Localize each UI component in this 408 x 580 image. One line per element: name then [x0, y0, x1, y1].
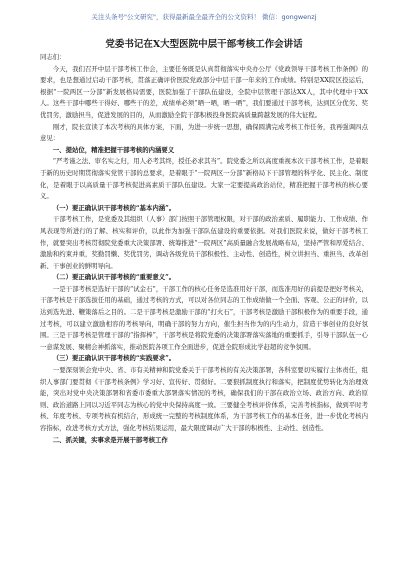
section-heading: 一、提站位，精准把握干部考核的内涵要义: [52, 145, 175, 154]
subsection-paragraph: 干部考核工作，是党委及其组织（人事）部门按照干部管理权限，对干部的政治素质、履职能力、工作成绩、作风表现等所进行的了解、核实和评价，以此作为加强干部队伍建设的重要依据。对我们医院来说，做好干部考核工作，就要突出考核贯彻院党委重大决策部署、统筹推进“一院两区”高质量融合发展战略布局，坚持严管和厚爱结合、激励和约束并重，奖勤罚懒、奖优罚劣，调动各级党员干部积极性、主动性、创造性，树立讲担当、重担当、改革创新、干事创业的鲜明导向。: [40, 215, 368, 270]
subsection-heading: （一）要正确认识干部考核的“基本内涵”。: [52, 203, 176, 212]
subsection-heading: （三）要正确认识干部考核的“实践要求”。: [52, 354, 176, 363]
document-title: 党委书记在X大型医院中层干部考核工作会讲话: [105, 39, 303, 50]
intro-paragraph: 刚才，院长宣读了本次考核的具体方案，下面，为进一步统一思想，确保圆满完成考核工作任务，我再强调四点意见：: [40, 122, 368, 143]
subsection-heading: （二）要正确认识干部考核的“重要意义”。: [52, 273, 176, 282]
subsection-paragraph: 一要深刻领会党中央、省、市有关精神和院党委关于干部考核的有关决策部署，各科室要切实履行主体责任，组织人事部门要贯彻《干部考核条例》学习好、宣传好、贯彻好。二要狠抓制度执行和落实，把制度优势转化为治理效能，突出对党中央决策部署和省委市委重大部署落实情况的考核，确保我们的干部在政治立场、政治方向、政治原则、政治道路上同以习近平同志为核心的党中央保持高度一致。三要健全考核评价体系，完善考核指标，做到平时考核、年度考核、专项考核有机结合，形成统一完整的考核制度体系，为干部考核工作的基本任务，进一步优化考核内容指标，改进考核方式方法，强化考核结果运用，最大限度调动广大干部的积极性、主动性、创造性。: [40, 366, 368, 432]
subsection-paragraph: 一是干部考核是选好干部的“试金石”，干部工作的核心任务是选准用好干部，而选准用好的前提是把好考核关，干部考核是干部选拔任用的基础，通过考核的方式，可以对各位同志的工作成绩做一个全面、客观、公正的评价，以达到选先进、鞭策落后之目的。二是干部考核是激励干部的“打火石”，干部考核是激励干部积极作为的重要手段，通过考核，可以建立激励相容的考核导向，明确干部的努力方向，催生担当作为的内生动力，营造干事创业的良好氛围。三是干部考核是管理干部的“指挥棒”，干部考核是将院党委的决策部署落实落地的重要抓手，引导干部队伍一心一意谋发展、聚精会神抓落实，推动医院各项工作全面进步，促进全院形成比学赶超的竞争氛围。: [40, 284, 368, 351]
greeting: 同志们：: [40, 53, 66, 61]
intro-paragraph: 今天，我们召开中层干部考核工作会，主要任务既是认真贯彻落实中央办公厅《党政领导干部考核工作条例》的要求，也是想通过启动干部考核，贯落正确评价医院党政部分中层干部一年来的工作成绩。特别是XX院区投运后，根据“一院两区一分部”新发展格局需要，医院加强了干部队伍建设，全院中层管理干部达XX人，其中代理中干XX人。这些干部中哪些干得好、哪些干的差，成绩单必须“晒一晒，晒一晒”，我们要通过干部考核，达到区分优劣、奖优罚劣，激励担当，促进发展的目的，从而激励全院干部积极投身医院高质量跨越发展的伟大征程。: [40, 64, 368, 119]
section-heading: 二、抓关键，实事求是开展干部考核工作: [52, 435, 168, 444]
document-body: [40, 52, 368, 580]
header-banner: 关注头条号"公文研究"，获得最新最全最齐全的公文资料！ 微信：gongwenzj: [91, 13, 317, 21]
section-paragraph: “严考谨之法、审名实之归，用人必考其终，授任必求其当”。院党委之所以高度重视本次干部考核工作，是着眼于新的历史时期贯彻落实党管干部的总要求，是着眼于“一院两区一分部”新格局下干部管理的科学化、民主化、制度化，是着眼于以高质量干部考核促进高素质干部队伍建设。大家一定要提高政治站位，精准把握干部考核的核心要义。: [40, 157, 368, 201]
